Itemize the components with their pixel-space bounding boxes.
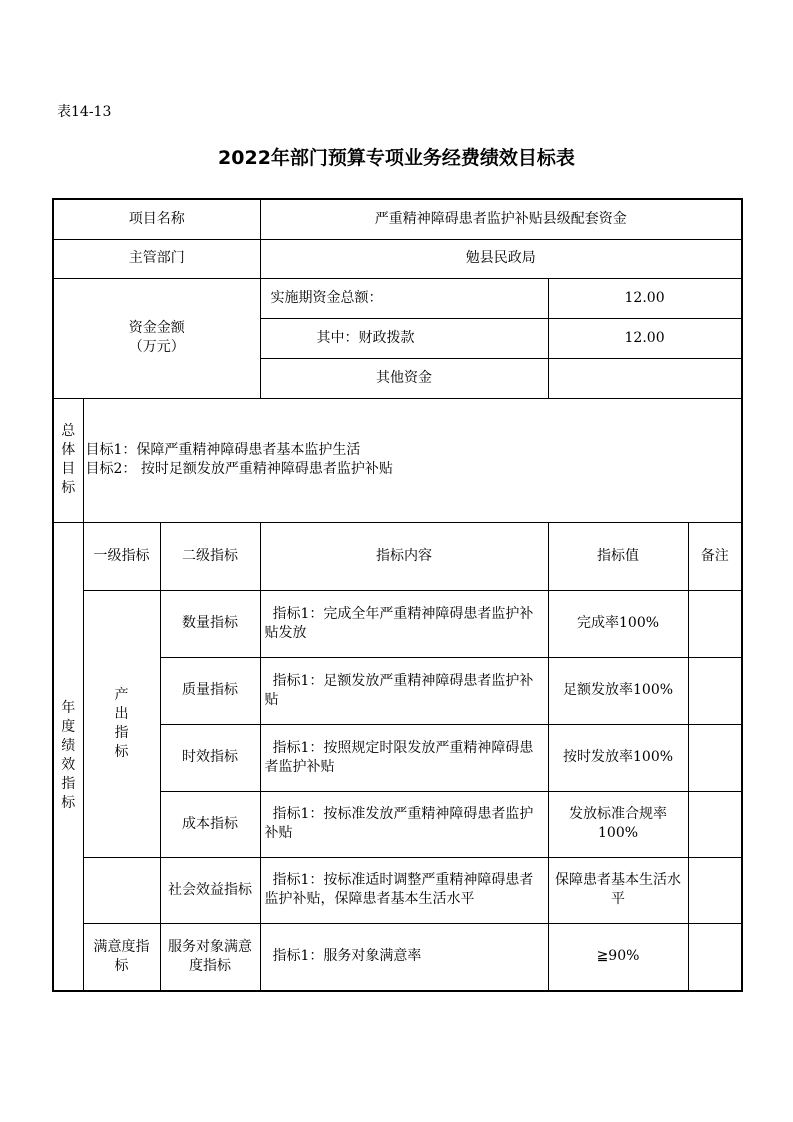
satisfaction-content: 指标1：服务对象满意率 — [260, 923, 548, 991]
performance-table — [52, 198, 743, 992]
department-value: 勉县民政局 — [260, 239, 742, 278]
satisfaction-level2: 服务对象满意度指标 — [160, 923, 260, 991]
label-char: 目 — [61, 461, 76, 477]
header-value: 指标值 — [548, 522, 688, 590]
header-level2: 二级指标 — [160, 522, 260, 590]
funds-other-label: 其他资金 — [260, 358, 548, 398]
goal-1: 目标1：保障严重精神障碍患者基本监护生活 — [85, 442, 361, 458]
label-char: 效 — [61, 757, 76, 774]
overall-goals-row — [53, 398, 742, 522]
funds-label-line2: （万元） — [128, 339, 185, 355]
table-number: 表14-13 — [57, 104, 112, 120]
label-char: 总 — [61, 423, 76, 439]
department-label: 主管部门 — [53, 239, 260, 278]
indicator-level2: 时效指标 — [160, 724, 260, 791]
funds-total-label: 实施期资金总额： — [260, 278, 548, 318]
funds-other-value — [548, 358, 742, 398]
overall-goals-content — [83, 398, 742, 522]
funds-label — [53, 278, 260, 398]
label-char: 体 — [61, 442, 76, 458]
output-indicators-label — [83, 590, 160, 857]
indicator-level2: 成本指标 — [160, 791, 260, 857]
indicator-note — [688, 590, 742, 657]
label-char: 产 — [114, 686, 129, 703]
indicator-value: 发放标准合规率100% — [548, 791, 688, 857]
indicator-level2: 质量指标 — [160, 657, 260, 724]
goal-2: 目标2： 按时足额发放严重精神障碍患者监护补贴 — [85, 461, 393, 477]
label-char: 标 — [114, 743, 129, 760]
indicator-content: 指标1：完成全年严重精神障碍患者监护补贴发放 — [260, 590, 548, 657]
indicator-note — [688, 724, 742, 791]
page-title: 2022年部门预算专项业务经费绩效目标表 — [218, 147, 575, 169]
funds-fiscal-value: 12.00 — [548, 318, 742, 358]
indicators-header-row — [53, 522, 742, 590]
social-indicator-row — [53, 857, 742, 923]
annual-indicators-label — [53, 522, 83, 991]
label-char: 绩 — [61, 738, 76, 755]
satisfaction-note — [688, 923, 742, 991]
header-note: 备注 — [688, 522, 742, 590]
project-name-value: 严重精神障碍患者监护补贴县级配套资金 — [260, 199, 742, 239]
label-char: 指 — [114, 724, 129, 741]
project-name-row — [53, 199, 742, 239]
satisfaction-value: ≧90% — [548, 923, 688, 991]
indicator-note — [688, 791, 742, 857]
header-content: 指标内容 — [260, 522, 548, 590]
funds-total-value: 12.00 — [548, 278, 742, 318]
indicator-value: 完成率100% — [548, 590, 688, 657]
indicator-row — [53, 590, 742, 657]
funds-total-row — [53, 278, 742, 318]
header-level1: 一级指标 — [83, 522, 160, 590]
indicator-level2: 数量指标 — [160, 590, 260, 657]
social-note — [688, 857, 742, 923]
indicator-note — [688, 657, 742, 724]
department-row — [53, 239, 742, 278]
social-level1 — [83, 857, 160, 923]
indicator-content: 指标1：按照规定时限发放严重精神障碍患者监护补贴 — [260, 724, 548, 791]
label-char: 指 — [61, 776, 76, 793]
indicator-content: 指标1：按标准发放严重精神障碍患者监护补贴 — [260, 791, 548, 857]
funds-fiscal-label: 其中：财政拨款 — [260, 318, 548, 358]
label-char: 出 — [114, 705, 129, 722]
satisfaction-level1: 满意度指标 — [83, 923, 160, 991]
label-char: 度 — [61, 719, 76, 736]
label-char: 年 — [61, 700, 76, 717]
label-char: 标 — [61, 795, 76, 812]
project-name-label: 项目名称 — [53, 199, 260, 239]
satisfaction-indicator-row — [53, 923, 742, 991]
funds-label-line1: 资金金额 — [128, 320, 185, 336]
indicator-content: 指标1：足额发放严重精神障碍患者监护补贴 — [260, 657, 548, 724]
indicator-value: 按时发放率100% — [548, 724, 688, 791]
indicator-value: 足额发放率100% — [548, 657, 688, 724]
overall-goals-label — [53, 398, 83, 522]
label-char: 标 — [61, 480, 76, 496]
social-level2: 社会效益指标 — [160, 857, 260, 923]
social-value: 保障患者基本生活水平 — [548, 857, 688, 923]
social-content: 指标1：按标准适时调整严重精神障碍患者监护补贴，保障患者基本生活水平 — [260, 857, 548, 923]
